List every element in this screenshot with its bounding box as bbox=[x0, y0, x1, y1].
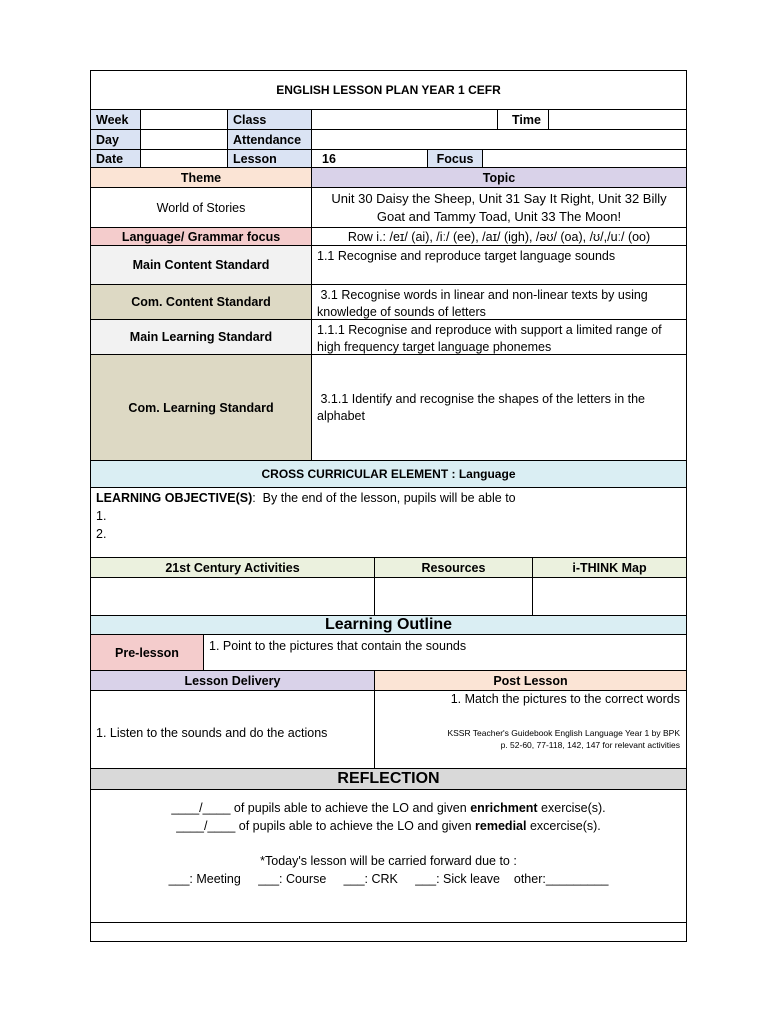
lesson-delivery-list bbox=[91, 691, 375, 768]
objectives-label: LEARNING OBJECTIVE(S) bbox=[96, 491, 253, 505]
objective-item[interactable]: 2. bbox=[96, 527, 107, 541]
com-learning-label: Com. Learning Standard bbox=[91, 355, 312, 460]
language-focus-label: Language/ Grammar focus bbox=[91, 228, 312, 245]
class-label: Class bbox=[228, 110, 312, 129]
main-content-value: 1.1 Recognise and reproduce target language sounds bbox=[317, 249, 616, 263]
com-learning-list bbox=[312, 355, 686, 460]
learning-outline-header: Learning Outline bbox=[91, 616, 686, 635]
lesson-label: Lesson bbox=[228, 150, 312, 167]
class-field[interactable] bbox=[312, 110, 498, 129]
time-label: Time bbox=[498, 110, 549, 129]
carry-forward-note: *Today's lesson will be carried forward due to : bbox=[260, 854, 517, 868]
com-learning-row bbox=[91, 355, 686, 461]
week-field[interactable] bbox=[141, 110, 228, 129]
day-row bbox=[91, 130, 686, 150]
day-label: Day bbox=[91, 130, 141, 149]
time-field[interactable] bbox=[549, 110, 686, 129]
guidebook-pages: p. 52-60, 77-118, 142, 147 for relevant activities bbox=[500, 740, 680, 750]
activities-row bbox=[91, 578, 686, 616]
activities-header-row bbox=[91, 558, 686, 578]
guidebook-reference: KSSR Teacher's Guidebook English Language Year 1 by BPK bbox=[447, 728, 680, 738]
main-learning-value: 1.1.1 Recognise and reproduce with support a limited range of high frequency target language phonemes bbox=[317, 323, 662, 354]
post-lesson-header: Post Lesson bbox=[375, 671, 686, 690]
ithink-map-header: i-THINK Map bbox=[533, 558, 686, 577]
theme-topic-row bbox=[91, 188, 686, 228]
cross-curricular-element: CROSS CURRICULAR ELEMENT : Language bbox=[91, 461, 686, 488]
lesson-delivery-header: Lesson Delivery bbox=[91, 671, 375, 690]
pre-lesson-value: 1. Point to the pictures that contain the sounds bbox=[209, 639, 467, 653]
resources-header: Resources bbox=[375, 558, 533, 577]
delivery-item: 1. Listen to the sounds and do the actions bbox=[96, 726, 328, 740]
attendance-field[interactable] bbox=[312, 130, 686, 149]
century-activities-field[interactable] bbox=[91, 578, 375, 615]
com-content-value: 3.1 Recognise words in linear and non-linear texts by using knowledge of sounds of letters bbox=[317, 288, 652, 319]
theme-topic-header-row bbox=[91, 168, 686, 188]
lesson-plan-sheet bbox=[90, 70, 687, 942]
topic-header: Topic bbox=[312, 168, 686, 187]
com-learning-item bbox=[317, 459, 681, 460]
focus-field[interactable] bbox=[483, 150, 686, 167]
pre-lesson-row bbox=[91, 635, 686, 671]
delivery-header-row bbox=[91, 671, 686, 691]
main-learning-row bbox=[91, 320, 686, 355]
date-field[interactable] bbox=[141, 150, 228, 167]
day-field[interactable] bbox=[141, 130, 228, 149]
page-title: ENGLISH LESSON PLAN YEAR 1 CEFR bbox=[91, 71, 686, 110]
week-label: Week bbox=[91, 110, 141, 129]
reflection-header: REFLECTION bbox=[91, 769, 686, 790]
lesson-field[interactable]: 16 bbox=[312, 150, 428, 167]
main-learning-label: Main Learning Standard bbox=[91, 320, 312, 354]
learning-objectives bbox=[91, 488, 686, 558]
carry-forward-reasons[interactable]: ___: Meeting ___: Course ___: CRK ___: Sick leave other:_________ bbox=[168, 872, 609, 886]
main-content-label: Main Content Standard bbox=[91, 246, 312, 284]
post-lesson-cell bbox=[375, 691, 686, 768]
main-content-row bbox=[91, 246, 686, 285]
week-row bbox=[91, 110, 686, 130]
language-focus-row bbox=[91, 228, 686, 246]
date-label: Date bbox=[91, 150, 141, 167]
delivery-row bbox=[91, 691, 686, 769]
objective-item[interactable]: 1. bbox=[96, 509, 107, 523]
date-row bbox=[91, 150, 686, 168]
objectives-intro: : By the end of the lesson, pupils will be able to bbox=[252, 491, 516, 505]
com-learning-item: 3.1.1 Identify and recognise the shapes of the letters in the alphabet bbox=[317, 392, 649, 423]
theme-value: World of Stories bbox=[91, 188, 312, 227]
focus-label: Focus bbox=[428, 150, 483, 167]
topic-value: Unit 30 Daisy the Sheep, Unit 31 Say It Right, Unit 32 Billy Goat and Tammy Toad, Unit 33 The Moon! bbox=[331, 190, 667, 224]
com-content-label: Com. Content Standard bbox=[91, 285, 312, 319]
language-focus-value: Row i.: /eɪ/ (ai), /iː/ (ee), /aɪ/ (igh), /əʊ/ (oa), /ʊ/,/uː/ (oo) bbox=[347, 229, 651, 244]
century-activities-header: 21st Century Activities bbox=[91, 558, 375, 577]
theme-header: Theme bbox=[91, 168, 312, 187]
ithink-map-field[interactable] bbox=[533, 578, 686, 615]
resources-field[interactable] bbox=[375, 578, 533, 615]
com-content-row bbox=[91, 285, 686, 320]
post-lesson-value: 1. Match the pictures to the correct words bbox=[450, 692, 680, 706]
attendance-label: Attendance bbox=[228, 130, 312, 149]
remedial-line: ____/____ of pupils able to achieve the LO and given remedial excercise(s). bbox=[176, 819, 601, 833]
enrichment-line: ____/____ of pupils able to achieve the LO and given enrichment exercise(s). bbox=[171, 801, 606, 815]
pre-lesson-label: Pre-lesson bbox=[91, 635, 204, 670]
reflection-body bbox=[91, 790, 686, 923]
